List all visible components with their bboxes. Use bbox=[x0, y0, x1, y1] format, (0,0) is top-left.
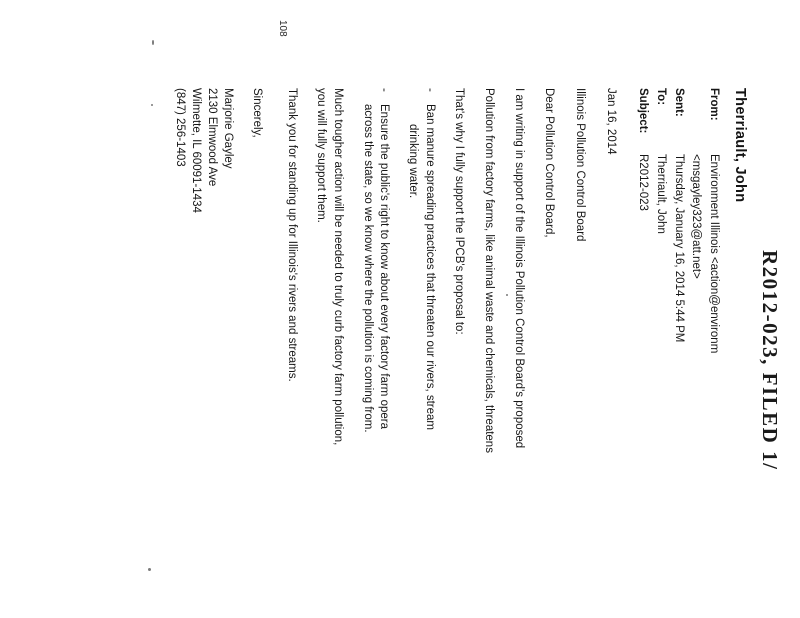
bullet-dash-1: - bbox=[423, 88, 436, 92]
letter-paragraph-4-line2: you will fully support them. bbox=[315, 88, 328, 223]
header-value-from: Environment Illinois <action@environm bbox=[708, 154, 720, 354]
letter-recipient: Illinois Pollution Control Board bbox=[573, 88, 586, 242]
letter-paragraph-3: That's why I fully support the IPCB's proposal to: bbox=[453, 88, 466, 335]
letter-paragraph-1: I am writing in support of the Illinois Pollution Control Board's proposed bbox=[512, 88, 525, 449]
header-label-from: From: bbox=[708, 88, 720, 121]
page-number: 108 bbox=[277, 20, 288, 37]
bullet-subtext-1: drinking water. bbox=[406, 124, 419, 199]
list-item bbox=[359, 88, 392, 600]
recipient-name-header: Therriault, John bbox=[732, 88, 748, 203]
signature-street: 2130 Elmwood Ave bbox=[206, 88, 219, 187]
header-value-to: Therriault, John bbox=[654, 154, 667, 234]
email-header-block bbox=[635, 88, 722, 600]
letter-paragraph-2: Pollution from factory farms, like animal waste and chemicals, threatens bbox=[482, 88, 495, 453]
letter-paragraph-4 bbox=[313, 88, 346, 600]
letter-paragraph-5: Thank you for standing up for Illinois's rivers and streams. bbox=[285, 88, 298, 382]
header-label-to: To: bbox=[654, 88, 667, 106]
letter-salutation: Dear Pollution Control Board, bbox=[543, 88, 556, 238]
letter-closing: Sincerely, bbox=[250, 88, 263, 138]
header-label-subject: Subject: bbox=[637, 88, 650, 134]
bullet-text-2: Ensure the public's right to know about every factory farm opera bbox=[378, 104, 391, 429]
filing-stamp-title: R2012-023, FILED 1/ bbox=[758, 250, 782, 471]
signature-block bbox=[172, 88, 236, 600]
bullet-subtext-2: across the state, so we know where the pollution is coming from. bbox=[361, 104, 374, 433]
header-value-from-continued: <msgayley323@att.net> bbox=[690, 154, 703, 279]
letter-body bbox=[172, 88, 722, 600]
header-value-subject: R2012-023 bbox=[637, 154, 650, 211]
signature-phone: (847) 256-1403 bbox=[173, 88, 186, 167]
letter-paragraph-4-line1: Much tougher action will be needed to truly curb factory farm pollution, bbox=[331, 88, 344, 446]
bullet-dash-2: - bbox=[378, 88, 391, 92]
signature-city-state-zip: Wilmette, IL 60091-1434 bbox=[190, 88, 203, 213]
bullet-text-1: Ban manure spreading practices that threaten our rivers, stream bbox=[423, 104, 436, 430]
header-value-sent: Thursday, January 16, 2014 5:44 PM bbox=[672, 154, 685, 343]
signature-name: Marjorie Gayley bbox=[222, 88, 235, 169]
header-label-from-continued bbox=[688, 88, 705, 154]
list-item bbox=[404, 88, 437, 600]
letter-date: Jan 16, 2014 bbox=[604, 88, 617, 155]
header-label-sent: Sent: bbox=[672, 88, 685, 117]
proposal-bullet-list bbox=[359, 88, 438, 600]
